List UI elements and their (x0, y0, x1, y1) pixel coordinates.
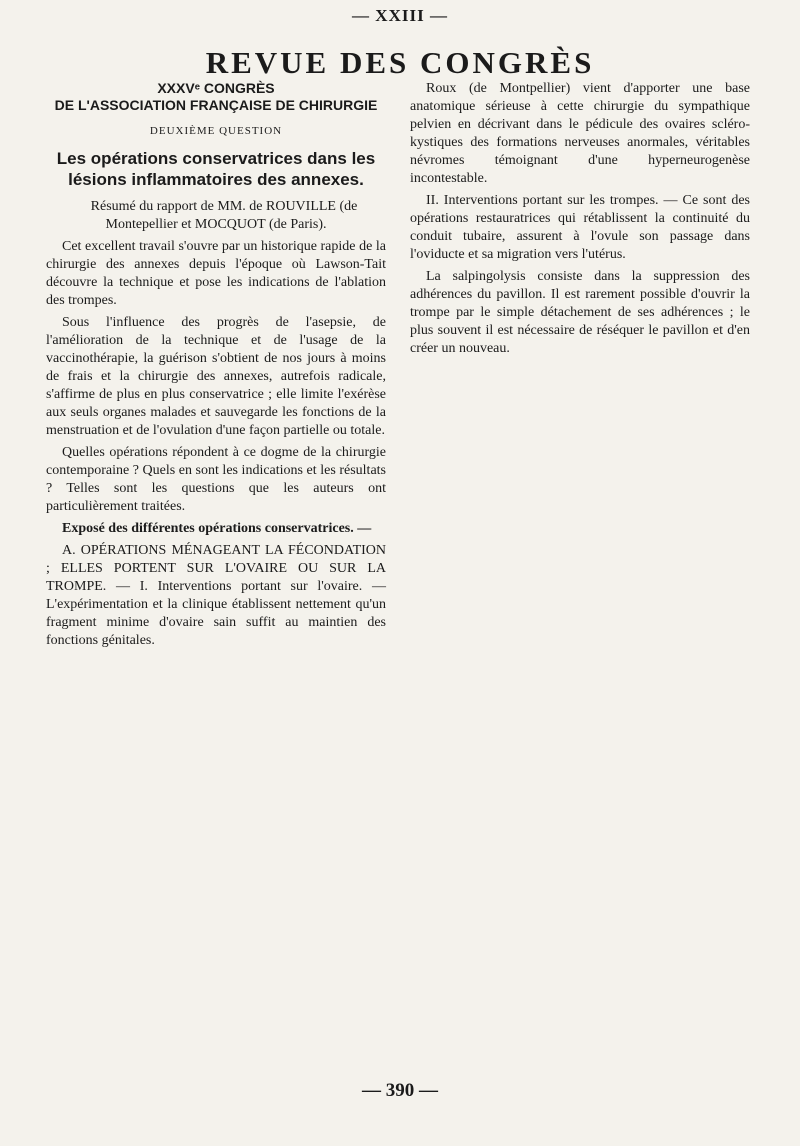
masthead-title: REVUE DES CONGRÈS (205, 45, 595, 80)
question-heading: DEUXIÈME QUESTION (149, 125, 283, 137)
resume-line: Résumé du rapport de MM. de ROUVILLE (de Montepellier et MOCQUOT (de Paris). (90, 199, 358, 232)
roman-page-number: — XXIII — (352, 6, 448, 25)
section-a: A. OPÉRATIONS MÉNAGEANT LA FÉCONDATION ; ELLES PORTENT SUR L'OVAIRE OU SUR LA TROMPE. — I. Interventions portant sur l'ovaire. — L'expérimentation et la clinique établissent nettement qu'un fragment minime d'ovaire sain suffit au maintien des fonctions génitales. (46, 543, 386, 648)
paragraph: II. Interventions portant sur les trompes. — Ce sont des opérations restauratrices qui rétablissent la continuité du conduit tubaire, assurent à l'ovule son passage dans l'oviducte et sa migration vers l'utérus. (410, 193, 750, 262)
left-column (46, 80, 386, 654)
paragraph: Quelles opérations répondent à ce dogme de la chirurgie contemporaine ? Quels en sont les indications et les résultats ? Telles sont les questions que les auteurs ont particulièrement traitées. (46, 445, 386, 514)
footer-page-number: — 390 — (362, 1080, 438, 1101)
paragraph: Cet excellent travail s'ouvre par un historique rapide de la chirurgie des annexes depuis l'époque où Lawson-Tait découvre la technique et pose les indications de l'ablation des trompes. (46, 239, 386, 308)
congress-line-2: DE L'ASSOCIATION FRANÇAISE DE CHIRURGIE (54, 97, 378, 113)
paragraph: Sous l'influence des progrès de l'asepsie, de l'amélioration de la technique et de l'usage de la vaccinothérapie, la guérison s'obtient de nos jours à moins de frais et la chirurgie des annexes, autrefois radicale, s'affirme de plus en plus conservatrice ; elle limite l'exérèse aux seuls organes malades et sauvegarde les fonctions de la menstruation et de l'ovulation d'une façon partielle ou totale. (46, 315, 386, 438)
paragraph: Roux (de Montpellier) vient d'apporter une base anatomique sérieuse à cette chirurgie du sympathique pelvien en décrivant dans le pédicule des ovaires scléro-kystiques des formations nerveuses anormales, véritables névromes témoignant d'une hyperneurogenèse incontestable. (410, 81, 750, 186)
article-title: Les opérations conservatrices dans les lésions inflammatoires des annexes. (56, 149, 376, 189)
paragraph: La salpingolysis consiste dans la suppression des adhérences du pavillon. Il est rarement possible d'ouvrir la trompe par le simple détachement de ses adhérences ; le plus souvent il est nécessaire de réséquer le pavillon et d'en créer un nouveau. (410, 269, 750, 356)
right-column (410, 80, 750, 362)
expose-heading: Exposé des différentes opérations conservatrices. — (62, 521, 372, 536)
congress-line-1: XXXVᵉ CONGRÈS (157, 80, 275, 96)
